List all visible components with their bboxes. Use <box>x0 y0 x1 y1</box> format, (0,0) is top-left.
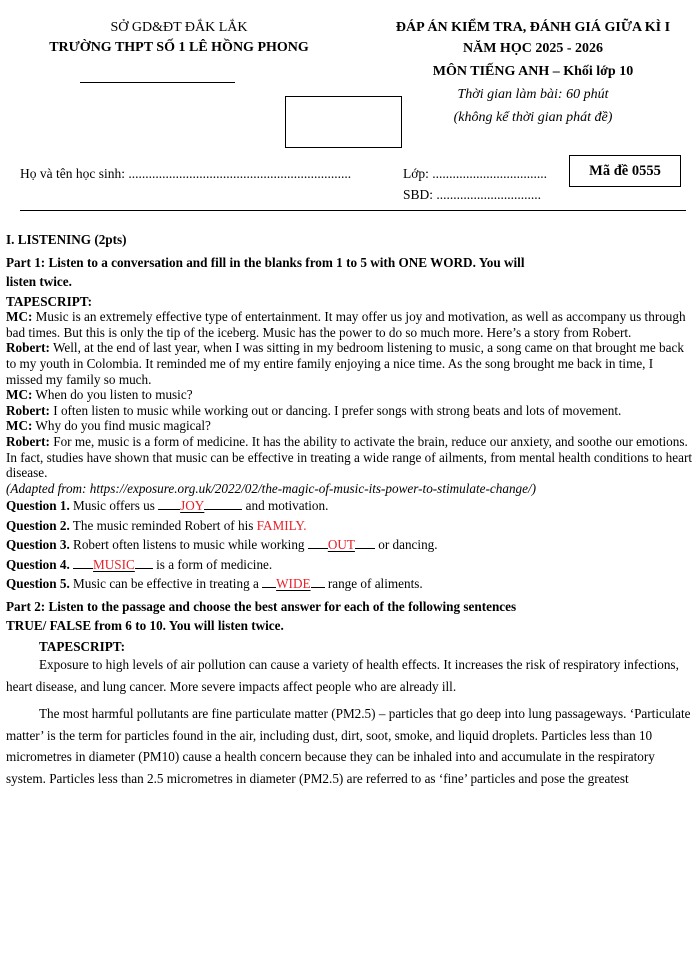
tapescript-label: TAPESCRIPT: <box>6 293 92 309</box>
answer-blank <box>135 556 153 569</box>
exam-code-badge: Mã đề 0555 <box>569 155 681 187</box>
student-name-label: Họ và tên học sinh: .................................................................. <box>20 166 352 181</box>
speaker-label: Robert: <box>6 402 50 418</box>
part2-passage <box>6 654 692 789</box>
tapescript <box>6 309 692 481</box>
answer-word: FAMILY <box>256 517 304 533</box>
script-line <box>6 434 692 481</box>
answer-word: MUSIC <box>93 556 135 572</box>
script-line <box>6 418 692 434</box>
answer-blank <box>308 536 328 549</box>
answer-blank <box>204 497 242 510</box>
question-text-before: Music offers us <box>69 498 159 514</box>
question-item <box>6 574 692 594</box>
speaker-text: Well, at the end of last year, when I was sitting in my bedroom listening to music, a song came on that brought me back to my youth in Colombia. It reminded me of my entire family enjoying a nice time. As the song brought me back in time, I missed my family so much. <box>6 340 684 387</box>
question-text-after: or dancing. <box>374 537 438 553</box>
exam-time-note: (không kể thời gian phát đề) <box>453 110 613 125</box>
score-box <box>285 96 402 148</box>
script-line <box>6 403 692 419</box>
header-divider <box>20 210 686 211</box>
question-label: Question 2. <box>6 517 70 533</box>
section-title: I. LISTENING (2pts) <box>6 232 127 247</box>
answer-blank <box>262 575 276 588</box>
speaker-label: Robert: <box>6 340 50 356</box>
passage-paragraph: The most harmful pollutants are fine particulate matter (PM2.5) – particles that go deep into lung passageways. ‘Particulate matter’ is the term for particles found in the air, including dust, dirt, soot, smoke, and liquid droplets. Particles less than 10 micrometres in diameter (PM10) cause a health concern because they can be inhaled into and accumulate in the respiratory system. Particles less than 2.5 micrometres in diameter (PM2.5) are referred to as ‘fine’ particles and pose the greatest <box>6 706 691 786</box>
question-text-after: range of aliments. <box>324 576 423 592</box>
script-line <box>6 340 692 387</box>
question-text-after: . <box>303 517 307 533</box>
question-text-after: is a form of medicine. <box>152 556 273 572</box>
speaker-text: When do you listen to music? <box>32 387 193 403</box>
question-label: Question 4. <box>6 556 70 572</box>
listening-section <box>6 232 692 789</box>
speaker-text: Why do you find music magical? <box>32 418 211 434</box>
exam-time: Thời gian làm bài: 60 phút <box>457 87 609 102</box>
question-text-before: The music reminded Robert of his <box>69 517 257 533</box>
speaker-text: For me, music is a form of medicine. It has the ability to activate the brain, reduce our anxiety, and soothe our emotions. In fact, studies have shown that music can be effective in treating a wide range of ailments, from mental health conditions to heart disease. <box>6 433 693 481</box>
speaker-label: MC: <box>6 309 33 325</box>
script-line <box>6 387 692 403</box>
question-label: Question 5. <box>6 576 70 592</box>
answer-word: OUT <box>327 537 355 553</box>
question-item <box>6 535 692 555</box>
exam-title: ĐÁP ÁN KIỂM TRA, ĐÁNH GIÁ GIỮA KÌ I <box>395 20 671 35</box>
school-underline <box>80 82 235 83</box>
answer-blank <box>73 556 93 569</box>
question-item <box>6 516 692 536</box>
question-label: Question 1. <box>6 498 70 514</box>
subject: MÔN TIẾNG ANH – Khối lớp 10 <box>432 64 634 79</box>
speaker-text: I often listen to music while working out or dancing. I prefer songs with strong beats and lots of movement. <box>49 402 622 418</box>
part1-title: Part 1: Listen to a conversation and fill in the blanks from 1 to 5 with ONE WORD. You will listen twice. <box>6 254 525 289</box>
dept-name: SỞ GD&ĐT ĐẮK LẮK <box>110 20 248 35</box>
school-year: NĂM HỌC 2025 - 2026 <box>463 41 603 56</box>
speaker-label: MC: <box>6 418 33 434</box>
speaker-label: MC: <box>6 387 33 403</box>
question-item <box>6 555 692 575</box>
question-text-before: Robert often listens to music while working <box>69 537 308 553</box>
source-citation: (Adapted from: https://exposure.org.uk/2022/02/the-magic-of-music-its-power-to-stimulate-change/) <box>6 480 537 496</box>
answer-word: JOY <box>180 498 205 514</box>
answer-blank <box>311 575 325 588</box>
passage-paragraph: Exposure to high levels of air pollution can cause a variety of health effects. It increases the risk of respiratory infections, heart disease, and lung cancer. More severe impacts affect people who are already ill. <box>6 657 679 694</box>
question-label: Question 3. <box>6 537 70 553</box>
part2-tapescript-label: TAPESCRIPT: <box>39 638 125 654</box>
sbd-label: SBD: ............................... <box>403 187 542 202</box>
script-line <box>6 309 692 340</box>
part2-title: Part 2: Listen to the passage and choose the best answer for each of the following sentences TRUE/ FALSE from 6 to 10. You will listen twice. <box>6 598 517 633</box>
speaker-text: Music is an extremely effective type of entertainment. It may offer us joy and motivation, as well as accompany us through bad times. But this is only the tip of the iceberg. Music has the power to do so much more. Here’s a story from Robert. <box>6 309 686 340</box>
class-label: Lớp: .................................. <box>403 166 548 181</box>
question-text-after: and motivation. <box>242 498 329 514</box>
answer-blank <box>158 497 180 510</box>
speaker-label: Robert: <box>6 433 50 449</box>
answer-blank <box>355 536 375 549</box>
answer-word: WIDE <box>276 576 311 592</box>
questions-list <box>6 496 692 594</box>
question-text-before: Music can be effective in treating a <box>69 576 263 592</box>
question-item <box>6 496 692 516</box>
school-name: TRƯỜNG THPT SỐ 1 LÊ HỒNG PHONG <box>49 40 309 55</box>
